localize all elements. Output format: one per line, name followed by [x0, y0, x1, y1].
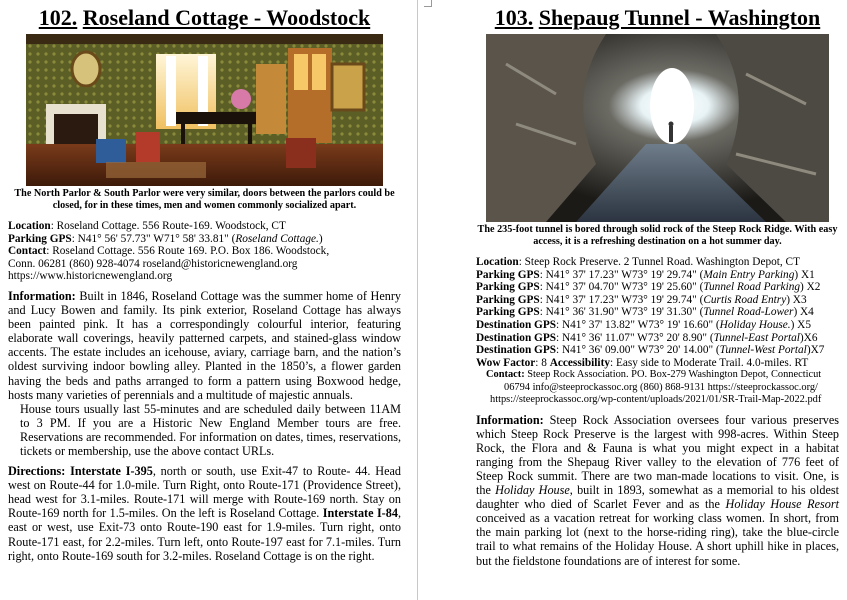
photo-caption: The 235-foot tunnel is bored through solid rock of the Steep Rock Ridge. With easy access, it is a refreshing destination on a hot summer day.: [477, 224, 838, 247]
directions-paragraph: [8, 464, 401, 563]
parking-gps-line: [8, 233, 401, 246]
gps-row: [476, 269, 839, 282]
gps-row: [476, 319, 839, 332]
page-divider: [417, 0, 418, 600]
gps-label: Parking GPS: [476, 293, 540, 306]
information-text-2: , built in 1893, somewhat as a memorial to his oldest daughter who died of Scarlet Fever and as the: [476, 483, 840, 512]
parking-close: ): [318, 232, 323, 245]
gps-note: Tunnel Road Parking: [703, 281, 801, 294]
contact-label: Contact: [8, 245, 47, 258]
gps-label: Parking GPS: [476, 306, 540, 319]
gps-row: [476, 332, 839, 345]
left-page: [0, 0, 415, 600]
contact-address: : Roseland Cottage. 556 Route 169. P.O. Box 186. Woodstock,: [46, 245, 330, 258]
photo-caption: The North Parlor & South Parlor were very similar, doors between the parlors could be closed, for in these times, men and women commonly socialized apart.: [14, 188, 395, 211]
location-value: : Roseland Cottage. 556 Route-169. Woodstock, CT: [50, 220, 286, 232]
entry-number: 103.: [494, 5, 534, 30]
gps-note: Holiday House.: [719, 318, 791, 331]
accessibility-label: Accessibility: [549, 356, 610, 369]
gps-row: [476, 294, 839, 307]
gps-suffix: ) X3: [786, 293, 807, 306]
gps-coords: : N41° 37' 17.23" W73° 19' 29.74" (: [539, 293, 704, 306]
contact-line: [476, 369, 839, 381]
gps-row: [476, 281, 839, 294]
gps-row: [476, 344, 839, 357]
location-line: [476, 256, 839, 269]
gps-coords: : N41° 37' 17.23" W73° 19' 29.74" (: [539, 268, 704, 281]
contact-address: Steep Rock Association. PO. Box-279 Washington Depot, Connecticut: [524, 369, 822, 381]
gps-label: Destination GPS: [476, 344, 557, 357]
gps-label: Destination GPS: [476, 318, 557, 331]
wow-value: : 8: [535, 356, 550, 369]
information-text: Built in 1846, Roseland Cottage was the summer home of Henry and Lucy Bowen and family. Its pink exterior, Roseland Cottage has always been painted pink. It has a correspondingly colourful interior, featuring elaborate wall coverings, heavily patterned carpets, and stained-glass window accents. The estate includes an icehouse, aviary, carriage barn, and the nation’s oldest surviving indoor bowling alley. Planted in the 1850’s, a flower garden having the beds and paths arranged to form a pattern using Boxwood hedge, hosts many varieties of perennials and a multitude of majestic annuals.: [8, 288, 401, 402]
gps-note: Tunnel-West Portal: [719, 344, 807, 357]
gps-note: Curtis Road Entry: [703, 293, 787, 306]
directions-text: , north or south, use Exit-47 to Route- 44. Head west on Route-44 for 1.0-mile. Turn Right, onto Route-171 (Providence Street), head west for 3.1-miles. Route-171 will merge with Route-169 north. Stay on Route-169 north for 1.5-miles. On the left is Roseland Cottage.: [8, 464, 401, 521]
accessibility-value: : Easy side to Moderate Trail. 4.0-miles. RT: [609, 356, 809, 369]
gps-suffix: ) X4: [793, 306, 814, 319]
directions-text-2: , east or west, use Exit-73 onto Route-190 east for 1.9-miles. Turn right, onto Route-171 east, for 2.2-miles. Turn left, onto Route-197 east for 7.1-miles. Turn right, onto Route-169 south for 3.2-miles. Roseland Cottage is on the right.: [8, 506, 401, 563]
right-page: [424, 0, 847, 600]
information-text: Steep Rock Association oversees four various preserves which Steep Rock Preserve is the largest with 998-acres. Within Steep Rock, the Flora and & Fauna is what you might expect in a habitat ranging from the Shepaug River valley to the elevation of 776 feet of Steep Rock summit. There are two man-made locations to visit. One, is the: [476, 412, 839, 498]
directions-label: Directions: Interstate I-395: [8, 464, 153, 479]
parlor-photo: [26, 34, 383, 186]
gps-label: Parking GPS: [476, 281, 540, 294]
contact-label: Contact:: [486, 369, 525, 381]
location-line: [8, 220, 401, 233]
tour-paragraph: House tours usually last 55-minutes and are scheduled daily between 11AM to 3 PM. If you are a Historic New England Member tours are free. Reservations are recommended. For information on dates, times, reservations, tickets or membership, use the above contact URLs.: [20, 401, 401, 458]
gps-suffix: ) X2: [800, 281, 821, 294]
gps-suffix: ) X1: [794, 268, 815, 281]
gps-list: [476, 269, 839, 357]
gps-suffix: )X7: [806, 344, 825, 357]
parking-note: Roseland Cottage.: [235, 232, 319, 245]
entry-title-103: [476, 4, 839, 31]
information-label: Information:: [8, 288, 76, 303]
parking-coords: : N41° 56' 57.73" W71° 58' 33.81" (: [71, 232, 236, 245]
gps-coords: : N41° 36' 09.00" W73° 20' 14.00" (: [556, 344, 720, 357]
entry-title-text: Roseland Cottage - Woodstock: [82, 5, 371, 30]
location-label: Location: [476, 256, 519, 268]
location-value: : Steep Rock Preserve. 2 Tunnel Road. Washington Depot, CT: [518, 256, 800, 268]
holiday-house-em: Holiday House: [495, 483, 570, 498]
parking-label: Parking GPS: [8, 232, 72, 245]
contact-line: [8, 245, 401, 258]
contact-line-2: 06794 info@steeprockassoc.org (860) 868-9131 https://steeprockassoc.org/: [504, 381, 818, 393]
wow-label: Wow Factor: [476, 356, 536, 369]
gps-label: Parking GPS: [476, 268, 540, 281]
gps-label: Destination GPS: [476, 331, 557, 344]
gps-coords: : N41° 36' 11.07" W73° 20' 8.90" (: [556, 331, 714, 344]
entry-number: 102.: [38, 5, 78, 30]
gps-suffix: )X6: [799, 331, 818, 344]
information-paragraph: [476, 413, 839, 568]
gps-coords: : N41° 37' 04.70" W73° 19' 25.60" (: [539, 281, 704, 294]
gps-coords: : N41° 36' 31.90" W73° 19' 31.30" (: [539, 306, 704, 319]
directions-label-2: Interstate I-84: [322, 506, 398, 521]
trail-map-url: https://steeprockassoc.org/wp-content/uploads/2021/01/SR-Trail-Map-2022.pdf: [490, 394, 822, 406]
gps-suffix: ) X5: [790, 318, 811, 331]
entry-title-102: [8, 4, 401, 31]
gps-row: [476, 306, 839, 319]
location-label: Location: [8, 220, 51, 232]
information-paragraph: [8, 289, 401, 402]
information-text-3: conceived as a vacation retreat for working class women. In short, from the main parking lot (next to the horse-riding ring), take the blue-circle trail to what remains of the Holiday House. A short uphill hike in places, but the fieldstone foundations are of interest for some.: [476, 511, 839, 568]
entry-title-text: Shepaug Tunnel - Washington: [538, 5, 821, 30]
holiday-house-resort-em: Holiday House Resort: [725, 497, 839, 512]
contact-line-2: Conn. 06281 (860) 928-4074 roseland@historicnewengland.org: [8, 257, 298, 270]
wow-factor-line: [476, 357, 839, 370]
gps-coords: : N41° 37' 13.82" W73° 19' 16.60" (: [556, 318, 720, 331]
information-label: Information:: [476, 412, 544, 427]
gps-note: Main Entry Parking: [703, 268, 795, 281]
tunnel-photo: [486, 34, 829, 222]
gps-note: Tunnel-East Portal: [713, 331, 800, 344]
gps-note: Tunnel Road-Lower: [703, 306, 794, 319]
contact-url: https://www.historicnewengland.org: [8, 270, 173, 283]
